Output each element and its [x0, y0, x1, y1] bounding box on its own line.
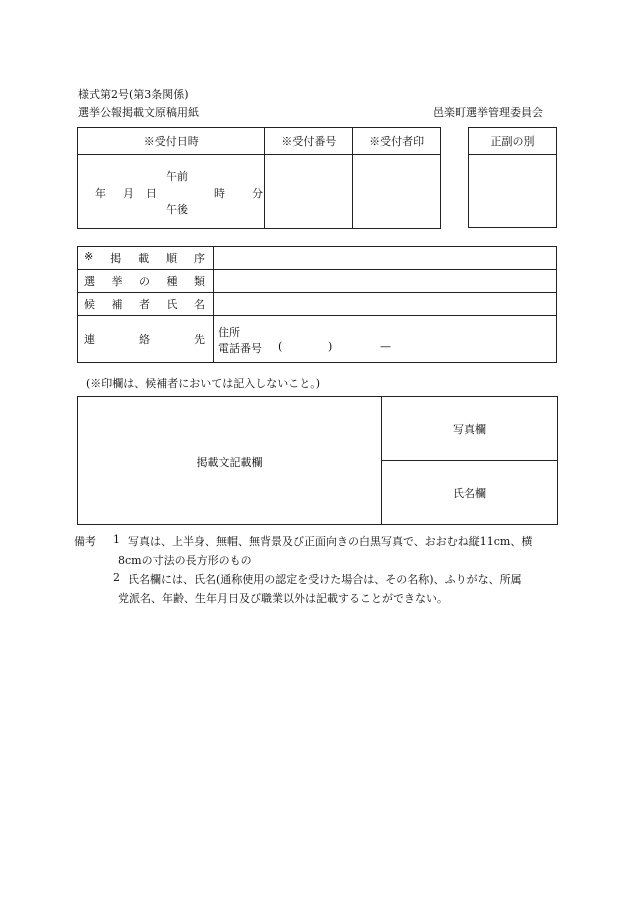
- year-label: 年: [95, 187, 106, 200]
- form-title: 選挙公報掲載文原稿用紙: [78, 106, 199, 119]
- candidate-name-value-cell[interactable]: [214, 293, 557, 316]
- contact-label-cell: 連 絡 先: [78, 316, 214, 363]
- day-label: 日: [146, 187, 157, 200]
- instruction-note: (※印欄は、候補者においては記入しないこと。): [86, 377, 321, 390]
- copy-type-cell[interactable]: [469, 155, 557, 228]
- address-label: 住所: [218, 326, 240, 339]
- phone-close-paren: ): [328, 340, 333, 353]
- photo-label: 写真欄: [453, 423, 486, 436]
- order-label-cell: ※ 掲 載 順 序: [78, 247, 214, 270]
- photo-cell[interactable]: [382, 397, 557, 461]
- receipt-table: [77, 127, 441, 229]
- receipt-date-header: ※受付日時: [78, 128, 265, 155]
- remark-1-number: 1: [113, 533, 120, 546]
- order-mark: ※: [84, 250, 94, 263]
- remark-2-line1: 氏名欄には、氏名(通称使用の認定を受けた場合は、その名称)、ふりがな、所属: [128, 573, 522, 586]
- remarks-label: 備考: [74, 535, 96, 548]
- phone-open-paren: (: [278, 340, 283, 353]
- issuer-name: 邑楽町選挙管理委員会: [433, 106, 543, 119]
- hour-label: 時: [214, 187, 225, 200]
- copy-type-header: 正副の別: [469, 128, 557, 155]
- pm-label: 午後: [166, 203, 188, 216]
- name-cell[interactable]: [382, 461, 557, 524]
- receipt-number-header: ※受付番号: [265, 128, 353, 155]
- remark-1-line2: 8cmの寸法の長方形のもの: [118, 554, 252, 567]
- receipt-date-cell[interactable]: [78, 155, 265, 229]
- copy-type-table: [468, 127, 557, 228]
- content-box: [77, 396, 558, 525]
- text-area-label: 掲載文記載欄: [196, 456, 263, 469]
- election-type-label-cell: 選 挙 の 種 類: [78, 270, 214, 293]
- month-label: 月: [123, 187, 134, 200]
- receiver-header: ※受付者印: [353, 128, 441, 155]
- phone-dash: —: [380, 340, 391, 353]
- candidate-name-label-cell: 候 補 者 氏 名: [78, 293, 214, 316]
- receipt-number-cell[interactable]: [265, 155, 353, 229]
- form-number: 様式第2号(第3条関係): [78, 88, 189, 101]
- remark-1-line1: 写真は、上半身、無帽、無背景及び正面向きの白黒写真で、おおむね縦11cm、横: [128, 535, 533, 548]
- election-type-value-cell[interactable]: [214, 270, 557, 293]
- receiver-stamp-cell[interactable]: [353, 155, 441, 229]
- remark-2-line2: 党派名、年齢、生年月日及び職業以外は記載することができない。: [118, 592, 448, 605]
- minute-label: 分: [252, 187, 263, 200]
- phone-label: 電話番号: [218, 342, 262, 355]
- contact-value-cell[interactable]: [214, 316, 557, 363]
- candidate-table: [77, 246, 557, 363]
- text-area-cell[interactable]: [78, 397, 382, 524]
- order-value-cell[interactable]: [214, 247, 557, 270]
- am-label: 午前: [166, 170, 188, 183]
- remark-2-number: 2: [113, 571, 120, 584]
- name-label: 氏名欄: [453, 487, 486, 500]
